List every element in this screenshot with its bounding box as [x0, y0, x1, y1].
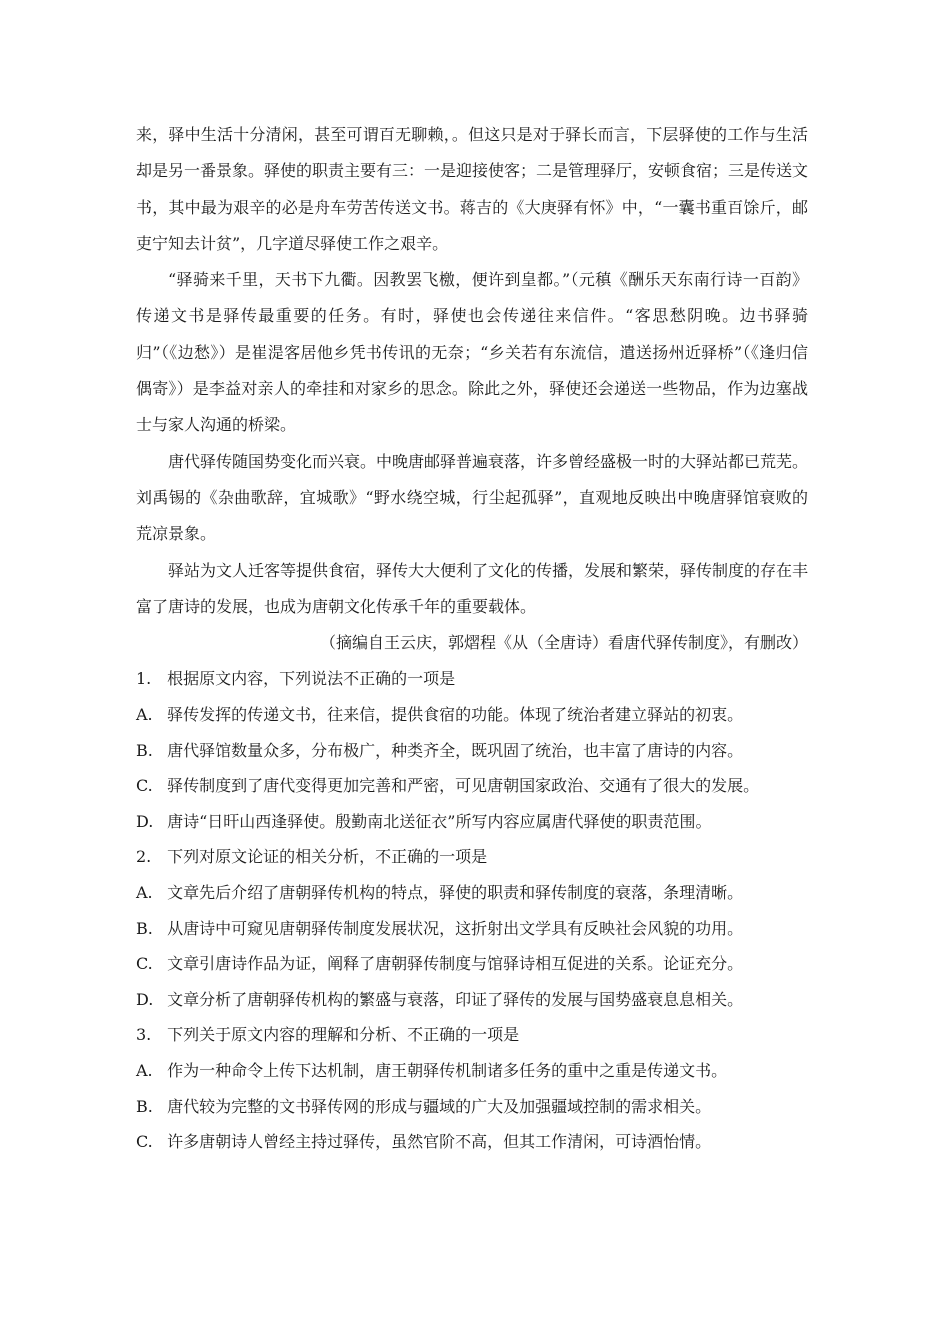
option-b[interactable] [136, 1089, 808, 1125]
passage-paragraph-2: “驿骑来千里，天书下九衢。因教罢飞檄，便许到皇都。”（元稹《酬乐天东南行诗一百韵》传递文书是驿传最重要的任务。有时，驿使也会传递往来信件。“客思愁阴晚。边书驿骑归”（《边愁》）是崔湜客居他乡凭书传讯的无奈；“乡关若有东流信，遣送扬州近驿桥”（《逢归信偶寄》）是李益对亲人的牵挂和对家乡的思念。除此之外，驿使还会递送一些物品，作为边塞战士与家人沟通的桥梁。 [136, 270, 808, 435]
option-c[interactable] [136, 768, 808, 804]
question-stem [136, 661, 808, 697]
option-text: 唐代驿馆数量众多，分布极广，种类齐全，既巩固了统治，也丰富了唐诗的内容。 [167, 740, 744, 760]
question-number: 2. [136, 847, 152, 867]
option-label: A. [136, 883, 153, 903]
option-b[interactable] [136, 911, 808, 947]
option-text: 许多唐朝诗人曾经主持过驿传，虽然官阶不高，但其工作清闲，可诗酒怡情。 [167, 1132, 712, 1152]
passage-paragraph-4: 驿站为文人迁客等提供食宿，驿传大大便利了文化的传播，发展和繁荣，驿传制度的存在丰富了唐诗的发展，也成为唐朝文化传承千年的重要载体。 [136, 560, 809, 616]
option-text: 作为一种命令上传下达机制，唐王朝驿传机制诸多任务的重中之重是传递文书。 [167, 1060, 728, 1080]
document-page [136, 117, 808, 1160]
passage-source-citation: （摘编自王云庆，郭熠程《从（全唐诗）看唐代驿传制度》，有删改） [319, 633, 808, 653]
question-3 [136, 1017, 808, 1159]
question-1 [136, 661, 808, 839]
option-a[interactable] [136, 1053, 808, 1089]
option-label: D. [136, 811, 154, 831]
question-stem [136, 839, 808, 875]
option-label: A. [136, 705, 153, 725]
question-text: 根据原文内容，下列说法不正确的一项是 [167, 669, 456, 689]
option-label: B. [136, 740, 153, 760]
option-a[interactable] [136, 875, 808, 911]
passage-paragraph-1: 来，驿中生活十分清闲，甚至可谓百无聊赖，。但这只是对于驿长而言，下层驿使的工作与生活却是另一番景象。驿使的职责主要有三：一是迎接使客；二是管理驿厅，安顿食宿；三是传送文书，其中最为艰辛的必是舟车劳苦传送文书。蒋吉的《大庚驿有怀》中，“一囊书重百馀斤，邮吏宁知去计贫”，几字道尽驿使工作之艰辛。 [136, 125, 809, 253]
option-text: 文章分析了唐朝驿传机构的繁盛与衰落，印证了驿传的发展与国势盛衰息息相关。 [167, 989, 744, 1009]
option-c[interactable] [136, 1124, 808, 1160]
option-label: B. [136, 918, 153, 938]
option-text: 驿传制度到了唐代变得更加完善和严密，可见唐朝国家政治、交通有了很大的发展。 [167, 776, 760, 796]
option-text: 唐代较为完整的文书驿传网的形成与疆域的广大及加强疆域控制的需求相关。 [167, 1096, 712, 1116]
option-label: B. [136, 1096, 153, 1116]
option-text: 文章先后介绍了唐朝驿传机构的特点，驿使的职责和驿传制度的衰落，条理清晰。 [167, 883, 744, 903]
question-number: 3. [136, 1025, 152, 1045]
option-text: 驿传发挥的传递文书，往来信，提供食宿的功能。体现了统治者建立驿站的初衷。 [167, 705, 744, 725]
option-b[interactable] [136, 733, 808, 769]
question-2 [136, 839, 808, 1017]
option-text: 唐诗“日旰山西逢驿使。殷勤南北送征衣”所写内容应属唐代驿使的职责范围。 [167, 811, 712, 831]
passage-paragraph-3: 唐代驿传随国势变化而兴衰。中晚唐邮驿普遍衰落，许多曾经盛极一时的大驿站都已荒芜。刘禹锡的《杂曲歌辞，宜城歌》“野水绕空城，行尘起孤驿”，直观地反映出中晚唐驿馆衰败的荒凉景象。 [136, 451, 809, 544]
question-number: 1. [136, 669, 152, 689]
option-c[interactable] [136, 946, 808, 982]
option-label: D. [136, 989, 154, 1009]
option-text: 从唐诗中可窥见唐朝驿传制度发展状况，这折射出文学具有反映社会风貌的功用。 [167, 918, 744, 938]
question-stem [136, 1017, 808, 1053]
option-a[interactable] [136, 697, 808, 733]
option-label: A. [136, 1060, 153, 1080]
option-label: C. [136, 776, 153, 796]
option-d[interactable] [136, 804, 808, 840]
option-label: C. [136, 1132, 153, 1152]
option-d[interactable] [136, 982, 808, 1018]
option-text: 文章引唐诗作品为证，阐释了唐朝驿传制度与馆驿诗相互促进的关系。论证充分。 [167, 954, 744, 974]
question-text: 下列对原文论证的相关分析，不正确的一项是 [167, 847, 488, 867]
question-text: 下列关于原文内容的理解和分析、不正确的一项是 [167, 1025, 520, 1045]
option-label: C. [136, 954, 153, 974]
